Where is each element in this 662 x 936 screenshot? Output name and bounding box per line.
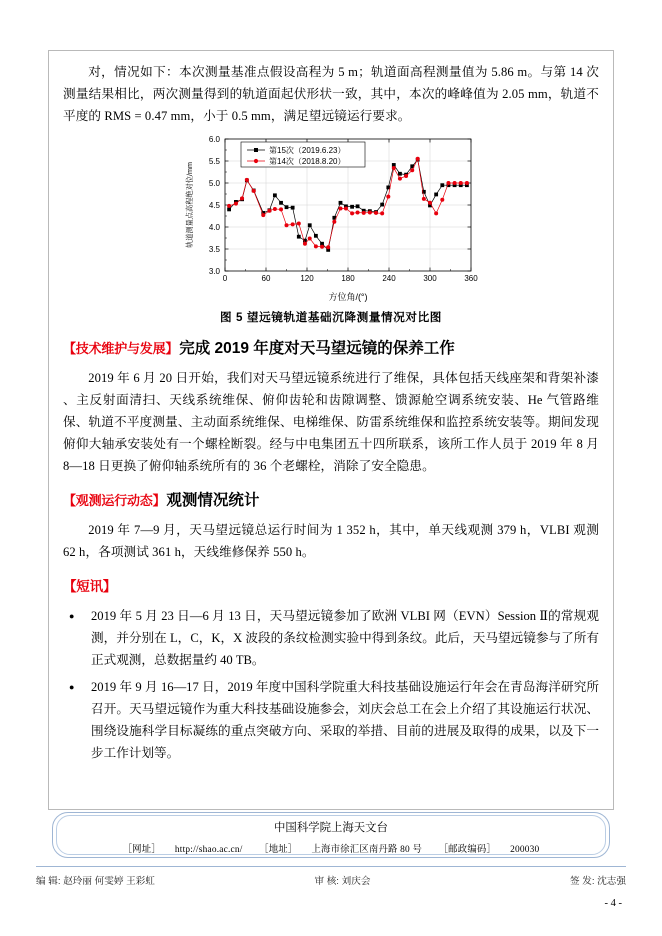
svg-text:5.0: 5.0 [208, 178, 220, 188]
svg-text:3.0: 3.0 [208, 266, 220, 276]
brief-news-item-text: 2019 年 9 月 16—17 日，2019 年度中国科学院重大科技基础设施运行年会在青岛海洋研究所召开。天马望远镜作为重大科技基础设施参会，刘庆会总工在会上介绍了其设施运行状况、围绕设施科学目标凝练的重点突破方向、采取的举措、目前的进展及取得的成果，以及下一步工作计划等。 [91, 680, 599, 760]
svg-text:6.0: 6.0 [208, 134, 220, 144]
footer-contact-line [53, 841, 609, 855]
svg-text:120: 120 [300, 274, 314, 283]
intro-paragraph-text: 对，情况如下：本次测量基准点假设高程为 5 m；轨道面高程测量值为 5.86 m。与第 14 次测量结果相比，两次测量得到的轨道面起伏形状一致，其中，本次的峰峰值为 2.05 mm，轨道不平度的 RMS = 0.47 mm，小于 0.5 mm，满足望远镜运行要求。 [63, 65, 599, 123]
svg-text:60: 60 [261, 274, 271, 283]
maintenance-paragraph [63, 367, 599, 477]
section-tag-technical: 【技术维护与发展】 [63, 341, 179, 356]
footer-divider [36, 866, 626, 867]
credits-editors [36, 873, 155, 887]
svg-text:第14次（2018.8.20）: 第14次（2018.8.20） [269, 157, 346, 166]
section-title-observation: 观测情况统计 [166, 492, 260, 509]
footer-contact-box [52, 812, 610, 858]
chart-canvas [181, 133, 481, 305]
svg-text:5.5: 5.5 [208, 156, 220, 166]
footer-address: 上海市徐汇区南丹路 80 号 [311, 845, 423, 855]
brief-news-list [63, 605, 599, 764]
settlement-chart [181, 133, 481, 305]
list-item [63, 605, 599, 671]
editor-names: 赵玲丽 何雯婷 王彩虹 [63, 876, 155, 887]
observation-paragraph [63, 519, 599, 563]
footer-organization: 中国科学院上海天文台 [274, 822, 388, 834]
section-heading-observation [63, 491, 599, 511]
section-heading-brief [63, 577, 599, 597]
issuer-label: 签 发: [570, 876, 595, 887]
footer-website-label: ［网址］ [122, 845, 161, 855]
observation-paragraph-text: 2019 年 7—9 月，天马望远镜总运行时间为 1 352 h，其中，单天线观测 379 h，VLBI 观测 62 h，各项测试 361 h，天线维修保养 550 h。 [63, 523, 599, 559]
editor-label: 编 辑: [36, 876, 61, 887]
svg-text:0: 0 [222, 274, 228, 283]
footer-postcode-label: ［邮政编码］ [438, 845, 497, 855]
credits-issuer [570, 873, 626, 887]
footer-postcode: 200030 [510, 845, 540, 855]
maintenance-paragraph-text: 2019 年 6 月 20 日开始，我们对天马望远镜系统进行了维保，具体包括天线座架和背架补漆 、主反射面清扫、天线系统维保、俯仰齿轮和齿隙调整、馈源舱空调系统安装、He 气管路维保、轨道不平度测量、主动面系统维保、电梯维保、防雷系统维保和监控系统安装等。期间发现俯仰大轴承安装处有一个螺栓断裂。经与中电集团五十四所联系，该所工作人员于 2019 年 8 月 8—18 日更换了俯仰轴系统所有的 36 个老螺栓，消除了安全隐患。 [63, 371, 599, 473]
footer-address-label: ［地址］ [259, 845, 298, 855]
svg-text:300: 300 [423, 274, 437, 283]
section-heading-technical [63, 339, 599, 359]
credits-reviewer [314, 873, 370, 887]
content-frame [48, 50, 614, 810]
svg-text:180: 180 [341, 274, 355, 283]
section-tag-observation: 【观测运行动态】 [63, 493, 166, 508]
section-title-technical: 完成 2019 年度对天马望远镜的保养工作 [179, 340, 455, 357]
svg-text:4.0: 4.0 [208, 222, 220, 232]
svg-text:4.5: 4.5 [208, 200, 220, 210]
section-tag-brief: 【短讯】 [63, 579, 117, 594]
issuer-name: 沈志强 [597, 876, 626, 887]
figure-block [63, 133, 599, 325]
footer-credits [36, 873, 626, 887]
svg-text:第15次（2019.6.23）: 第15次（2019.6.23） [269, 146, 346, 155]
svg-text:轨道测量点高程绝对位/mm: 轨道测量点高程绝对位/mm [185, 162, 194, 248]
intro-paragraph [63, 61, 599, 127]
svg-text:方位角/(°): 方位角/(°) [328, 292, 368, 302]
brief-news-item-text: 2019 年 5 月 23 日—6 月 13 日，天马望远镜参加了欧洲 VLBI 网（EVN）Session Ⅱ的常规观测，并分别在 L，C，K，X 波段的条纹检测实验中得到条纹。此后，天马望远镜参与了所有正式观测，总数据量约 40 TB。 [91, 609, 599, 667]
svg-text:360: 360 [464, 274, 478, 283]
page-number: - 4 - [604, 898, 622, 909]
list-item [63, 676, 599, 764]
content-body [63, 61, 599, 803]
svg-text:240: 240 [382, 274, 396, 283]
footer-website[interactable]: http://shao.ac.cn/ [174, 845, 243, 855]
svg-text:3.5: 3.5 [208, 244, 220, 254]
reviewer-label: 审 核: [314, 876, 339, 887]
figure-caption: 图 5 望远镜轨道基础沉降测量情况对比图 [220, 311, 442, 324]
reviewer-name: 刘庆会 [341, 876, 371, 887]
